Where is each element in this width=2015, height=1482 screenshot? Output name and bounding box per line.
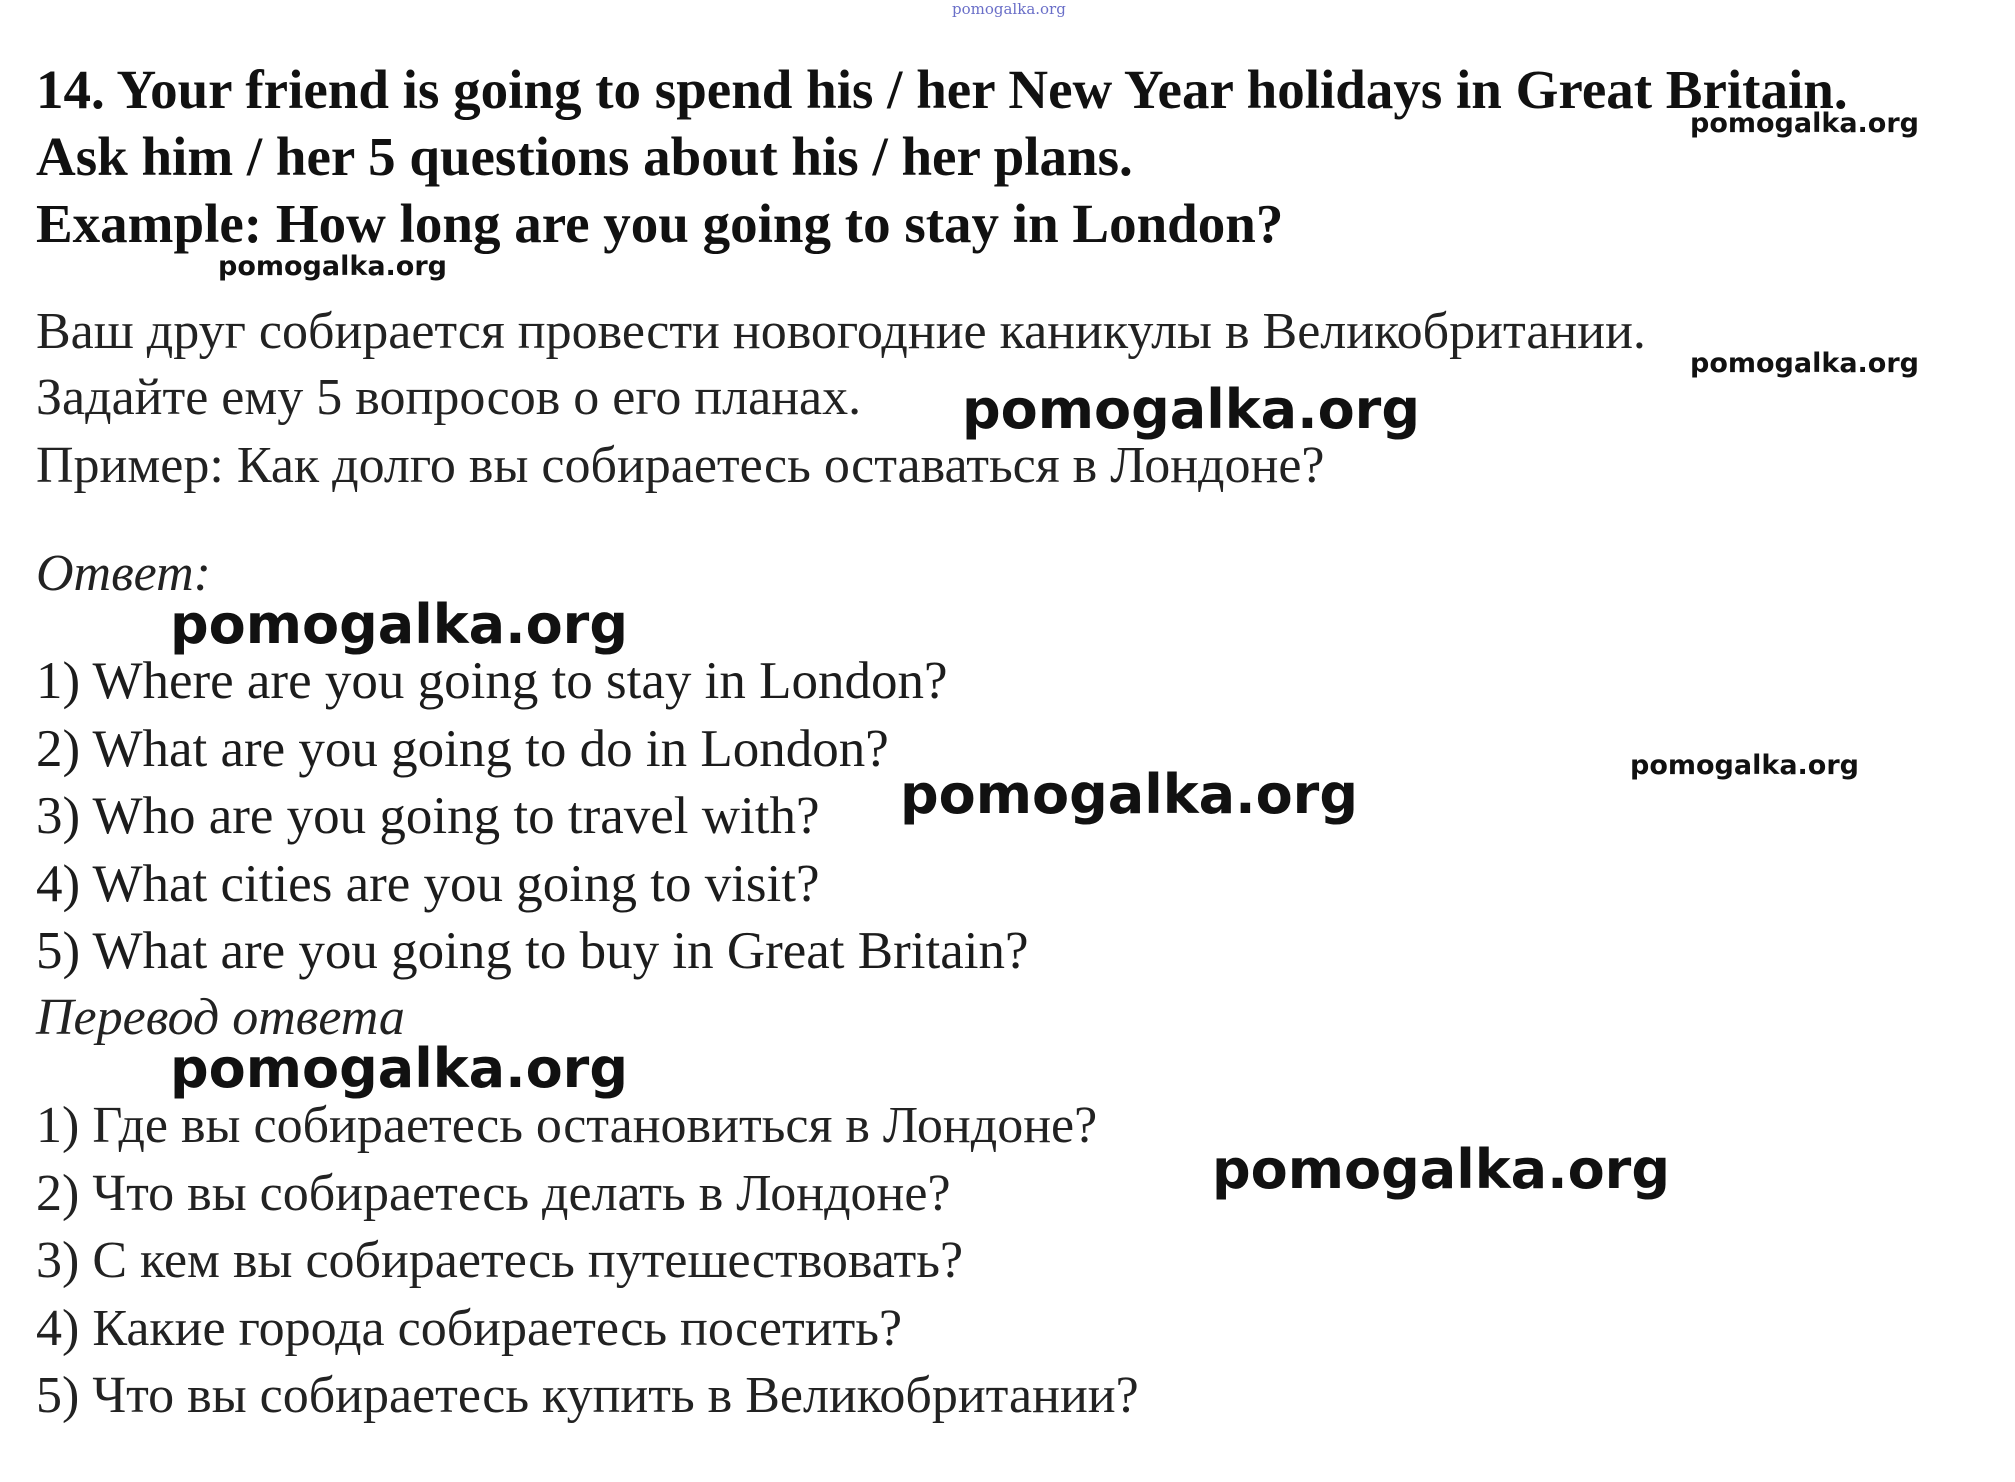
answer-item: 4) What cities are you going to visit? xyxy=(36,855,820,913)
answer-label: Ответ: xyxy=(36,545,211,602)
answer-translation-item: 5) Что вы собираетесь купить в Великобритании? xyxy=(36,1367,1139,1424)
answer-item: 5) What are you going to buy in Great Britain? xyxy=(36,922,1029,980)
answer-translation-label: Перевод ответа xyxy=(36,989,405,1046)
task-line-3: Example: How long are you going to stay in London? xyxy=(36,193,1284,254)
watermark: pomogalka.org xyxy=(1212,1138,1670,1201)
answer-item: 2) What are you going to do in London? xyxy=(36,720,889,778)
watermark: pomogalka.org xyxy=(962,378,1420,441)
answer-translation-item: 1) Где вы собираетесь остановиться в Лондоне? xyxy=(36,1097,1098,1154)
translation-line-2: Задайте ему 5 вопросов о его планах. xyxy=(36,369,862,426)
translation-line-3: Пример: Как долго вы собираетесь оставаться в Лондоне? xyxy=(36,437,1325,494)
answer-translation-item: 4) Какие города собираетесь посетить? xyxy=(36,1300,903,1357)
watermark: pomogalka.org xyxy=(900,763,1358,826)
answer-translation-item: 2) Что вы собираетесь делать в Лондоне? xyxy=(36,1165,951,1222)
watermark: pomogalka.org xyxy=(952,0,1066,18)
watermark: pomogalka.org xyxy=(170,593,628,656)
watermark: pomogalka.org xyxy=(1690,108,1919,139)
watermark: pomogalka.org xyxy=(1690,348,1919,379)
watermark: pomogalka.org xyxy=(1630,750,1859,781)
watermark: pomogalka.org xyxy=(170,1037,628,1100)
task-line-2: Ask him / her 5 questions about his / her plans. xyxy=(36,126,1133,187)
answer-item: 3) Who are you going to travel with? xyxy=(36,787,820,845)
watermark: pomogalka.org xyxy=(218,251,447,282)
answer-item: 1) Where are you going to stay in London? xyxy=(36,652,948,710)
task-line-1: 14. Your friend is going to spend his / her New Year holidays in Great Britain. xyxy=(36,59,1848,120)
translation-line-1: Ваш друг собирается провести новогодние каникулы в Великобритании. xyxy=(36,303,1646,360)
answer-translation-item: 3) С кем вы собираетесь путешествовать? xyxy=(36,1232,964,1289)
